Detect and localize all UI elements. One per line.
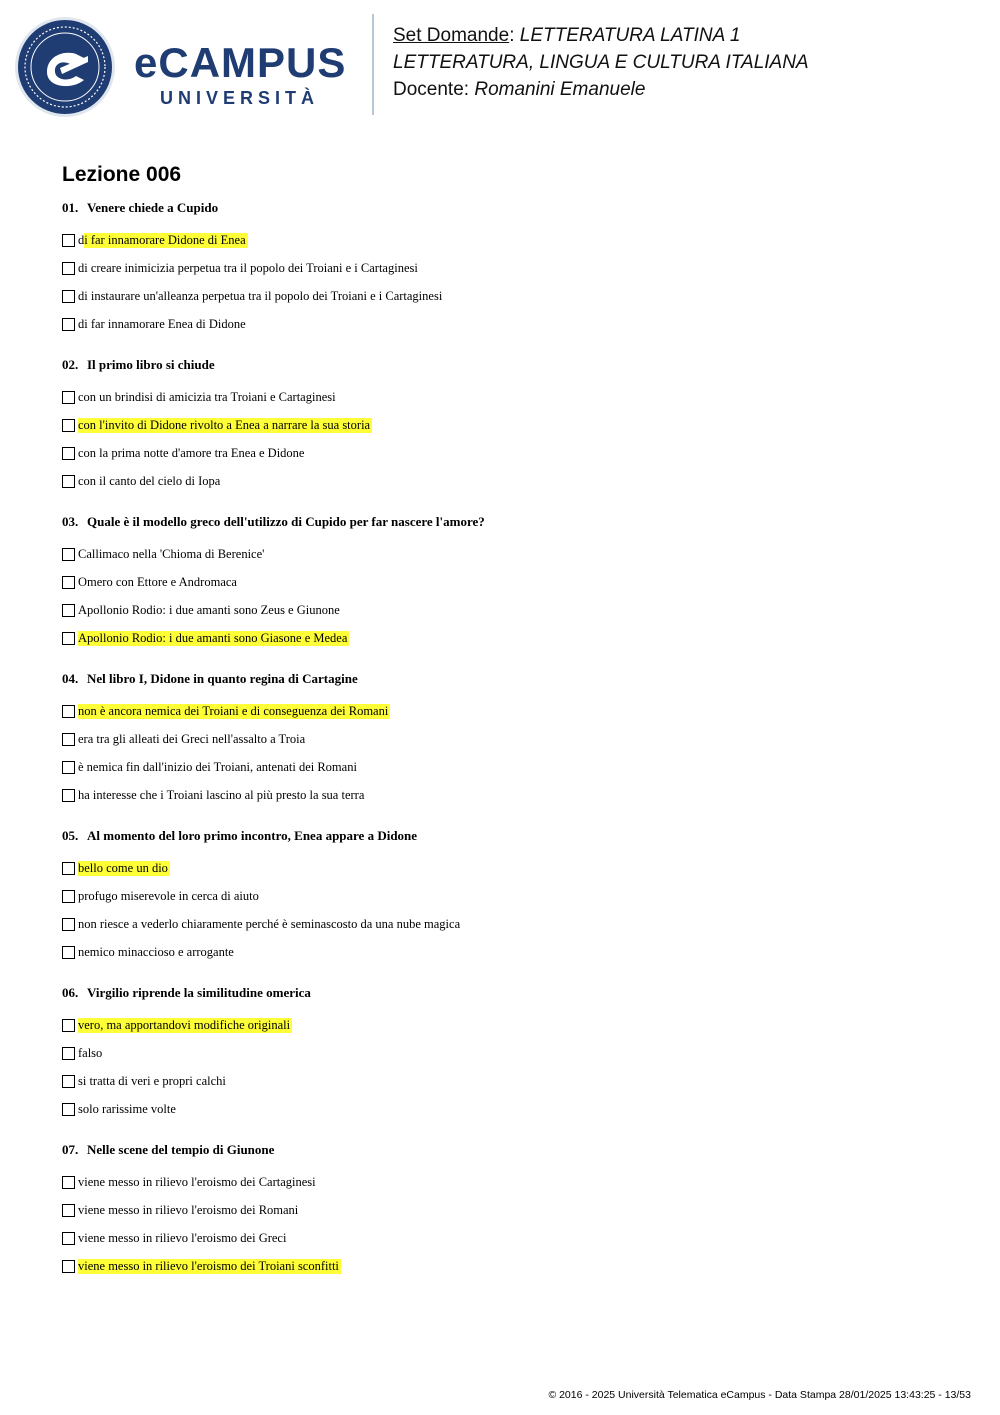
- answer-text: ha interesse che i Troiani lascino al più presto la sua terra: [78, 787, 365, 802]
- lesson-title: Lezione 006: [62, 163, 182, 186]
- answer-option[interactable]: [62, 1039, 962, 1067]
- answer-option[interactable]: [62, 1168, 962, 1196]
- page-footer: © 2016 - 2025 Università Telematica eCampus - Data Stampa 28/01/2025 13:43:25 - 13/53: [548, 1389, 971, 1401]
- answer-text: con un brindisi di amicizia tra Troiani e Cartaginesi: [78, 389, 336, 404]
- set-label: Set Domande: [393, 25, 510, 46]
- question-label: Venere chiede a Cupido: [87, 200, 219, 215]
- question-text: [62, 828, 962, 844]
- question-label: Nelle scene del tempio di Giunone: [87, 1142, 275, 1157]
- answer-text: viene messo in rilievo l'eroismo dei Romani: [78, 1202, 299, 1217]
- answer-option[interactable]: [62, 540, 962, 568]
- answer-checkbox[interactable]: [62, 576, 75, 589]
- header-line-3: Docente: Romanini Emanuele: [393, 79, 646, 100]
- question-text: [62, 514, 962, 530]
- answer-checkbox[interactable]: [62, 419, 75, 432]
- answer-text-highlighted: Apollonio Rodio: i due amanti sono Giasone e Medea: [78, 630, 348, 645]
- answer-option[interactable]: [62, 938, 962, 966]
- question-number: 01.: [62, 200, 79, 215]
- main-content: [62, 162, 962, 1299]
- question-block: [62, 200, 962, 338]
- answer-text: viene messo in rilievo l'eroismo dei Cartaginesi: [78, 1174, 316, 1189]
- answer-text: di creare inimicizia perpetua tra il popolo dei Troiani e i Cartaginesi: [78, 260, 418, 275]
- answer-option[interactable]: [62, 781, 962, 809]
- question-label: Nel libro I, Didone in quanto regina di Cartagine: [87, 671, 358, 686]
- answer-text: Callimaco nella 'Chioma di Berenice': [78, 546, 265, 561]
- logo-main: eCAMPUS: [134, 39, 347, 86]
- question-block: [62, 985, 962, 1123]
- answer-option[interactable]: [62, 282, 962, 310]
- question-number: 07.: [62, 1142, 79, 1157]
- teacher-name: Romanini Emanuele: [474, 79, 646, 100]
- answer-option[interactable]: [62, 725, 962, 753]
- answer-option[interactable]: [62, 1067, 962, 1095]
- question-block: [62, 514, 962, 652]
- answer-option[interactable]: [62, 411, 962, 439]
- answer-text: con la prima notte d'amore tra Enea e Didone: [78, 445, 305, 460]
- header-info: [393, 22, 809, 103]
- answer-checkbox[interactable]: [62, 789, 75, 802]
- answer-text: di instaurare un'alleanza perpetua tra il popolo dei Troiani e i Cartaginesi: [78, 288, 443, 303]
- answer-text: è nemica fin dall'inizio dei Troiani, antenati dei Romani: [78, 759, 357, 774]
- answer-checkbox[interactable]: [62, 318, 75, 331]
- answer-checkbox[interactable]: [62, 1047, 75, 1060]
- question-block: [62, 357, 962, 495]
- answer-text-highlighted: i far innamorare Didone di Enea: [84, 232, 246, 247]
- answer-checkbox[interactable]: [62, 447, 75, 460]
- answer-text: nemico minaccioso e arrogante: [78, 944, 234, 959]
- answer-checkbox[interactable]: [62, 1075, 75, 1088]
- question-label: Al momento del loro primo incontro, Enea appare a Didone: [87, 828, 418, 843]
- question-list: [62, 200, 962, 1280]
- answer-option[interactable]: [62, 624, 962, 652]
- header-line-1: Set Domande: LETTERATURA LATINA 1: [393, 25, 741, 46]
- answer-option[interactable]: [62, 439, 962, 467]
- answer-option[interactable]: [62, 753, 962, 781]
- answer-checkbox[interactable]: [62, 1204, 75, 1217]
- header-divider: [372, 14, 374, 115]
- answer-text: si tratta di veri e propri calchi: [78, 1073, 226, 1088]
- header-line-2: [393, 49, 809, 76]
- answer-option[interactable]: [62, 467, 962, 495]
- course-1: LETTERATURA LATINA 1: [519, 25, 741, 46]
- answer-checkbox[interactable]: [62, 890, 75, 903]
- question-block: [62, 1142, 962, 1280]
- answer-option[interactable]: [62, 254, 962, 282]
- teacher-label: Docente: [393, 79, 464, 100]
- question-number: 02.: [62, 357, 79, 372]
- answer-checkbox[interactable]: [62, 632, 75, 645]
- answer-text: con il canto del cielo di Iopa: [78, 473, 221, 488]
- answer-checkbox[interactable]: [62, 391, 75, 404]
- question-text: [62, 357, 962, 373]
- question-text: [62, 985, 962, 1001]
- answer-checkbox[interactable]: [62, 862, 75, 875]
- answer-text-highlighted: bello come un dio: [78, 860, 168, 875]
- answer-text: solo rarissime volte: [78, 1101, 176, 1116]
- answer-checkbox[interactable]: [62, 1019, 75, 1032]
- answer-option[interactable]: [62, 383, 962, 411]
- answer-option[interactable]: [62, 882, 962, 910]
- question-label: Il primo libro si chiude: [87, 357, 215, 372]
- answer-option[interactable]: [62, 910, 962, 938]
- answer-text: Omero con Ettore e Andromaca: [78, 574, 237, 589]
- answer-text-prefix: d: [78, 232, 85, 247]
- page-header: [0, 0, 1000, 130]
- question-text: [62, 1142, 962, 1158]
- answer-text: era tra gli alleati dei Greci nell'assalto a Troia: [78, 731, 306, 746]
- answer-checkbox[interactable]: [62, 1176, 75, 1189]
- question-number: 03.: [62, 514, 79, 529]
- logo-sub: UNIVERSITÀ: [160, 88, 320, 108]
- answer-checkbox[interactable]: [62, 604, 75, 617]
- answer-checkbox[interactable]: [62, 918, 75, 931]
- answer-checkbox[interactable]: [62, 946, 75, 959]
- question-text: [62, 671, 962, 687]
- answer-checkbox[interactable]: [62, 1232, 75, 1245]
- question-block: [62, 671, 962, 809]
- logo-wordmark: [134, 39, 347, 109]
- answer-text-highlighted: viene messo in rilievo l'eroismo dei Troiani sconfitti: [78, 1258, 339, 1273]
- question-number: 05.: [62, 828, 79, 843]
- answer-checkbox[interactable]: [62, 705, 75, 718]
- answer-option[interactable]: [62, 854, 962, 882]
- question-block: [62, 828, 962, 966]
- answer-checkbox[interactable]: [62, 262, 75, 275]
- university-seal-icon: [14, 16, 116, 118]
- answer-checkbox[interactable]: [62, 234, 75, 247]
- answer-checkbox[interactable]: [62, 733, 75, 746]
- answer-checkbox[interactable]: [62, 475, 75, 488]
- answer-text: profugo miserevole in cerca di aiuto: [78, 888, 259, 903]
- answer-option[interactable]: [62, 596, 962, 624]
- question-label: Virgilio riprende la similitudine omerica: [87, 985, 311, 1000]
- answer-option[interactable]: [62, 1196, 962, 1224]
- answer-checkbox[interactable]: [62, 548, 75, 561]
- answer-option[interactable]: [62, 226, 962, 254]
- answer-text: non riesce a vederlo chiaramente perché è seminascosto da una nube magica: [78, 916, 461, 931]
- question-number: 04.: [62, 671, 79, 686]
- answer-checkbox[interactable]: [62, 1103, 75, 1116]
- answer-option[interactable]: [62, 1224, 962, 1252]
- answer-text: di far innamorare Enea di Didone: [78, 316, 246, 331]
- answer-text: Apollonio Rodio: i due amanti sono Zeus e Giunone: [78, 602, 340, 617]
- answer-text-highlighted: non è ancora nemica dei Troiani e di conseguenza dei Romani: [78, 703, 389, 718]
- answer-checkbox[interactable]: [62, 290, 75, 303]
- answer-text-highlighted: con l'invito di Didone rivolto a Enea a narrare la sua storia: [78, 417, 371, 432]
- answer-text-highlighted: vero, ma apportandovi modifiche originali: [78, 1017, 291, 1032]
- answer-text: viene messo in rilievo l'eroismo dei Greci: [78, 1230, 287, 1245]
- answer-option[interactable]: [62, 568, 962, 596]
- answer-option[interactable]: [62, 1252, 962, 1280]
- answer-text: falso: [78, 1045, 103, 1060]
- answer-checkbox[interactable]: [62, 1260, 75, 1273]
- answer-option[interactable]: [62, 1011, 962, 1039]
- answer-checkbox[interactable]: [62, 761, 75, 774]
- question-number: 06.: [62, 985, 79, 1000]
- answer-option[interactable]: [62, 1095, 962, 1123]
- course-2: LETTERATURA, LINGUA E CULTURA ITALIANA: [393, 52, 809, 73]
- question-text: [62, 200, 962, 216]
- answer-option[interactable]: [62, 310, 962, 338]
- question-label: Quale è il modello greco dell'utilizzo di Cupido per far nascere l'amore?: [87, 514, 485, 529]
- answer-option[interactable]: [62, 697, 962, 725]
